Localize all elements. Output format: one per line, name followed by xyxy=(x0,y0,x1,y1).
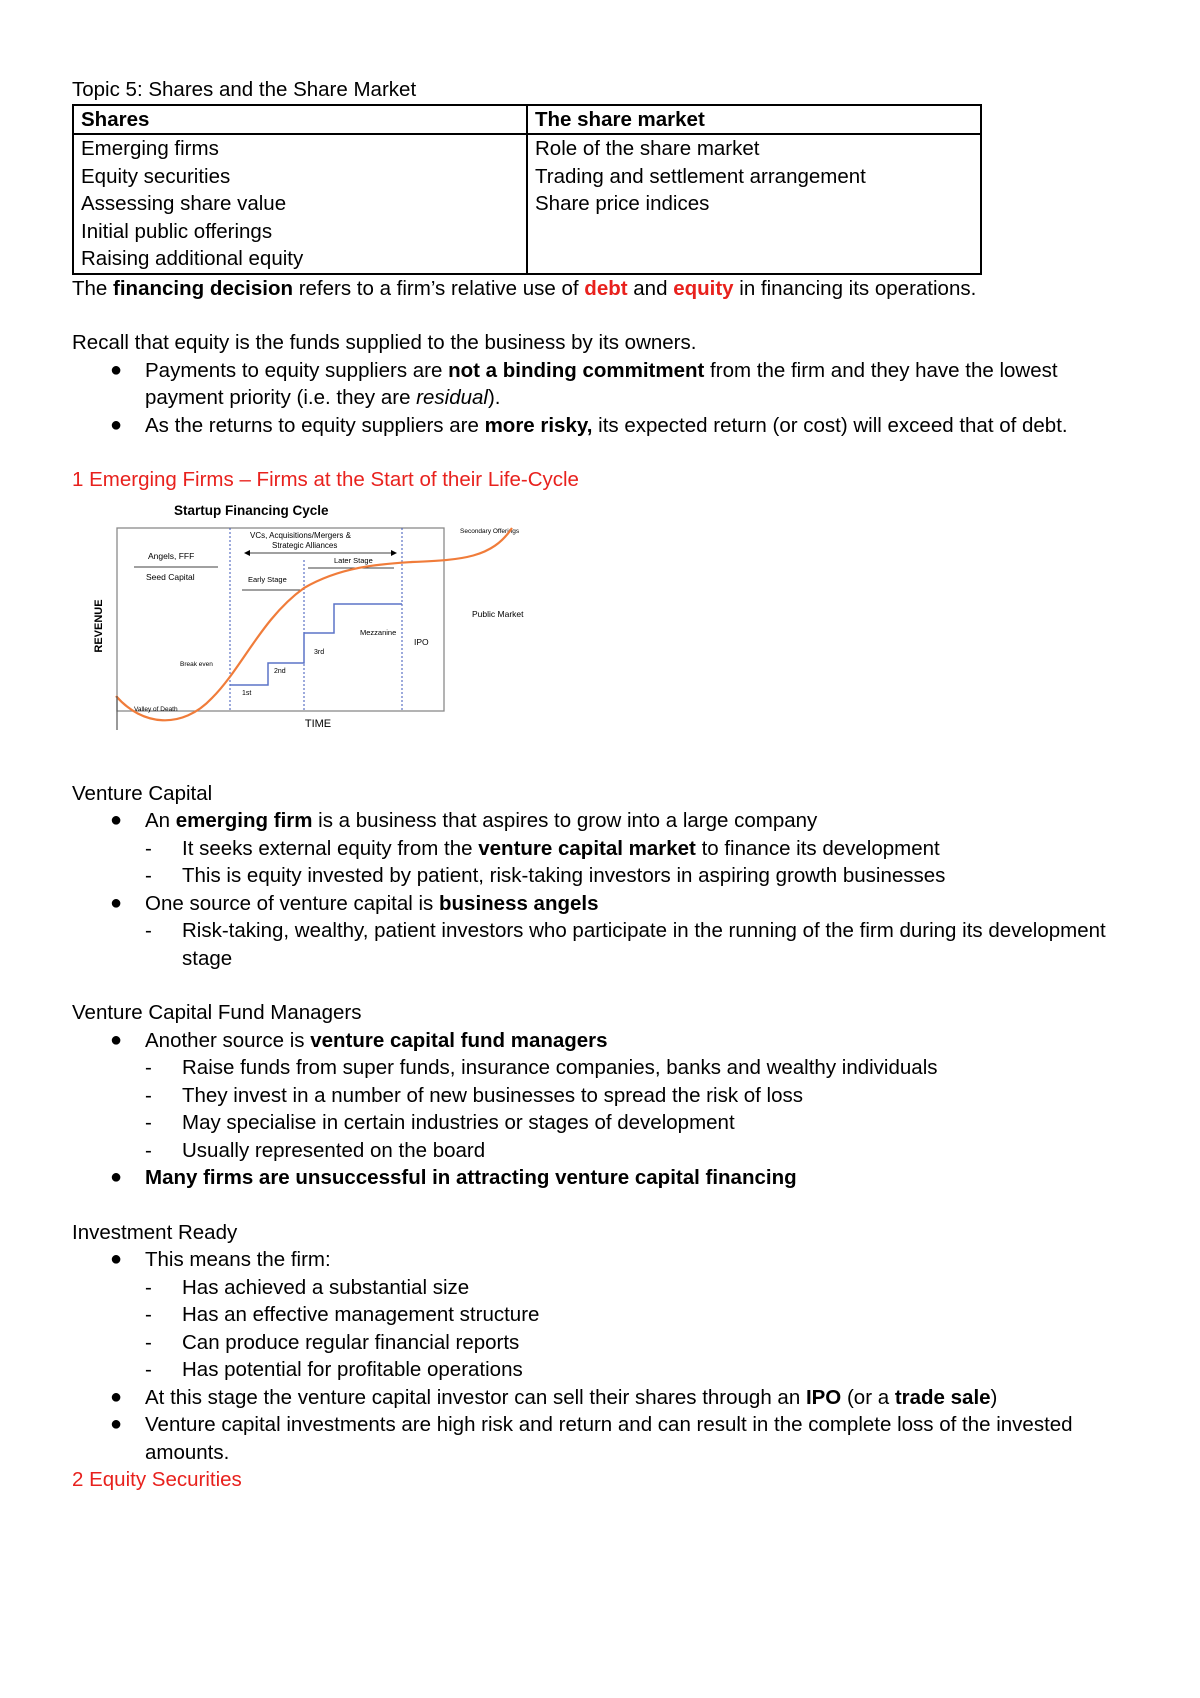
table-item: Assessing share value xyxy=(81,192,287,215)
label-vcs: VCs, Acquisitions/Mergers & xyxy=(250,530,351,540)
investment-ready-list xyxy=(72,1246,1132,1466)
bullet-icon: ● xyxy=(110,1413,123,1435)
topic-title: Topic 5: Shares and the Share Market xyxy=(72,78,417,101)
label-seed-capital: Seed Capital xyxy=(146,571,195,582)
table-cell-shares xyxy=(73,134,527,274)
bullet-icon: ● xyxy=(110,413,123,436)
bullet-icon: ● xyxy=(110,358,123,381)
table-item: Role of the share market xyxy=(535,137,760,160)
recall-list xyxy=(72,357,1132,440)
sub-list xyxy=(145,917,1132,972)
list-item: ● Venture capital investments are high risk and return and can result in the complete loss of the invested amounts. xyxy=(110,1413,1073,1464)
label-2nd: 2nd xyxy=(274,667,286,675)
sub-list-item: - Has an effective management structure xyxy=(145,1303,540,1326)
financing-decision-paragraph: The financing decision refers to a firm’s relative use of debt and equity in financing its operations. xyxy=(72,276,977,300)
bullet-icon: ● xyxy=(110,891,123,914)
recall-paragraph: Recall that equity is the funds supplied to the business by its owners. xyxy=(72,331,697,354)
sub-list xyxy=(145,1054,1132,1164)
label-strategic-alliances: Strategic Alliances xyxy=(272,540,338,550)
table-item: Share price indices xyxy=(535,192,710,215)
investment-ready-heading: Investment Ready xyxy=(72,1220,238,1244)
label-angels: Angels, FFF xyxy=(148,550,195,561)
label-ipo: IPO xyxy=(414,636,429,647)
venture-capital-heading: Venture Capital xyxy=(72,781,213,805)
label-1st: 1st xyxy=(242,689,252,697)
table-item: Initial public offerings xyxy=(81,219,273,243)
list-item: ● As the returns to equity suppliers are more risky, its expected return (or cost) will exceed that of debt. xyxy=(72,412,1132,440)
table-header-shares: Shares xyxy=(73,105,527,135)
table-item: Raising additional equity xyxy=(81,247,304,270)
table-item: Trading and settlement arrangement xyxy=(535,164,866,188)
list-item: ● An emerging firm is a business that aspires to grow into a large company - It seeks external equity from the venture capital market to finance its development - This is equity invested by patient, risk-taking investors in aspiring growth businesses xyxy=(72,807,1132,890)
sub-list-item: - Raise funds from super funds, insurance companies, banks and wealthy individuals xyxy=(145,1056,938,1079)
list-item: ● Many firms are unsuccessful in attracting venture capital financing xyxy=(72,1164,1132,1192)
x-axis-label: TIME xyxy=(304,717,332,730)
section-1-heading: 1 Emerging Firms – Firms at the Start of their Life-Cycle xyxy=(72,468,579,491)
document-page xyxy=(72,76,1132,1494)
section-2-heading: 2 Equity Securities xyxy=(72,1468,242,1491)
label-early-stage: Early Stage xyxy=(248,574,287,584)
list-item: ● Another source is venture capital fund managers - Raise funds from super funds, insurance companies, banks and wealthy individuals - They invest in a number of new businesses to spread the risk of loss - May specialise in certain industries or stages of development - Usually represented on the board xyxy=(72,1027,1132,1165)
y-axis-label: REVENUE xyxy=(93,598,105,653)
label-public-market: Public Market xyxy=(472,608,524,619)
table-header-share-market: The share market xyxy=(527,105,981,135)
sub-list-item: - It seeks external equity from the venture capital market to finance its development xyxy=(145,836,940,860)
table-item: Emerging firms xyxy=(81,137,219,160)
figure-title: Startup Financing Cycle xyxy=(174,502,329,518)
bullet-icon: ● xyxy=(110,1166,123,1188)
arrowhead-left xyxy=(244,550,250,556)
sub-list-item: - They invest in a number of new businesses to spread the risk of loss xyxy=(145,1083,804,1107)
sub-list-item: - Has achieved a substantial size xyxy=(145,1275,470,1299)
sub-list xyxy=(145,1274,1132,1384)
bullet-icon: ● xyxy=(110,1248,123,1270)
list-item: ● This means the firm: - Has achieved a substantial size - Has an effective management structure - Can produce regular financial reports - Has potential for profitable operations xyxy=(72,1246,1132,1384)
startup-financing-cycle-figure xyxy=(82,498,622,753)
venture-capital-list xyxy=(72,807,1132,972)
sub-list xyxy=(145,835,1132,890)
vc-fund-managers-heading: Venture Capital Fund Managers xyxy=(72,1001,362,1024)
label-later-stage: Later Stage xyxy=(334,555,373,565)
sub-list-item: - Can produce regular financial reports xyxy=(145,1330,520,1354)
sub-list-item: - May specialise in certain industries or stages of development xyxy=(145,1111,735,1134)
arrowhead-right xyxy=(391,550,397,556)
bullet-icon: ● xyxy=(110,1385,123,1408)
label-3rd: 3rd xyxy=(314,648,325,656)
topics-table xyxy=(72,104,982,275)
list-item: ● One source of venture capital is business angels - Risk-taking, wealthy, patient investors who participate in the running of the firm during its development stage xyxy=(72,890,1132,973)
label-secondary-offerings: Secondary Offerings xyxy=(460,527,520,535)
table-cell-share-market xyxy=(527,134,981,274)
table-item: Equity securities xyxy=(81,164,231,188)
bullet-icon: ● xyxy=(110,809,123,831)
label-valley-of-death: Valley of Death xyxy=(134,705,178,713)
vc-fund-managers-list xyxy=(72,1027,1132,1192)
label-mezzanine: Mezzanine xyxy=(360,627,397,637)
list-item: ● Payments to equity suppliers are not a binding commitment from the firm and they have the lowest payment priority (i.e. they are residual). xyxy=(110,358,1058,409)
sub-list-item: - This is equity invested by patient, risk-taking investors in aspiring growth businesses xyxy=(145,864,946,887)
financing-step-line xyxy=(230,604,402,685)
sub-list-item: - Usually represented on the board xyxy=(145,1138,486,1162)
bullet-icon: ● xyxy=(110,1028,123,1051)
sub-list-item: - Risk-taking, wealthy, patient investors who participate in the running of the firm during its development stage xyxy=(145,919,1106,970)
list-item: ● At this stage the venture capital investor can sell their shares through an IPO (or a trade sale) xyxy=(72,1384,1132,1412)
label-break-even: Break even xyxy=(180,660,213,668)
sub-list-item: - Has potential for profitable operations xyxy=(145,1358,523,1381)
startup-financing-cycle-diagram xyxy=(82,498,622,753)
